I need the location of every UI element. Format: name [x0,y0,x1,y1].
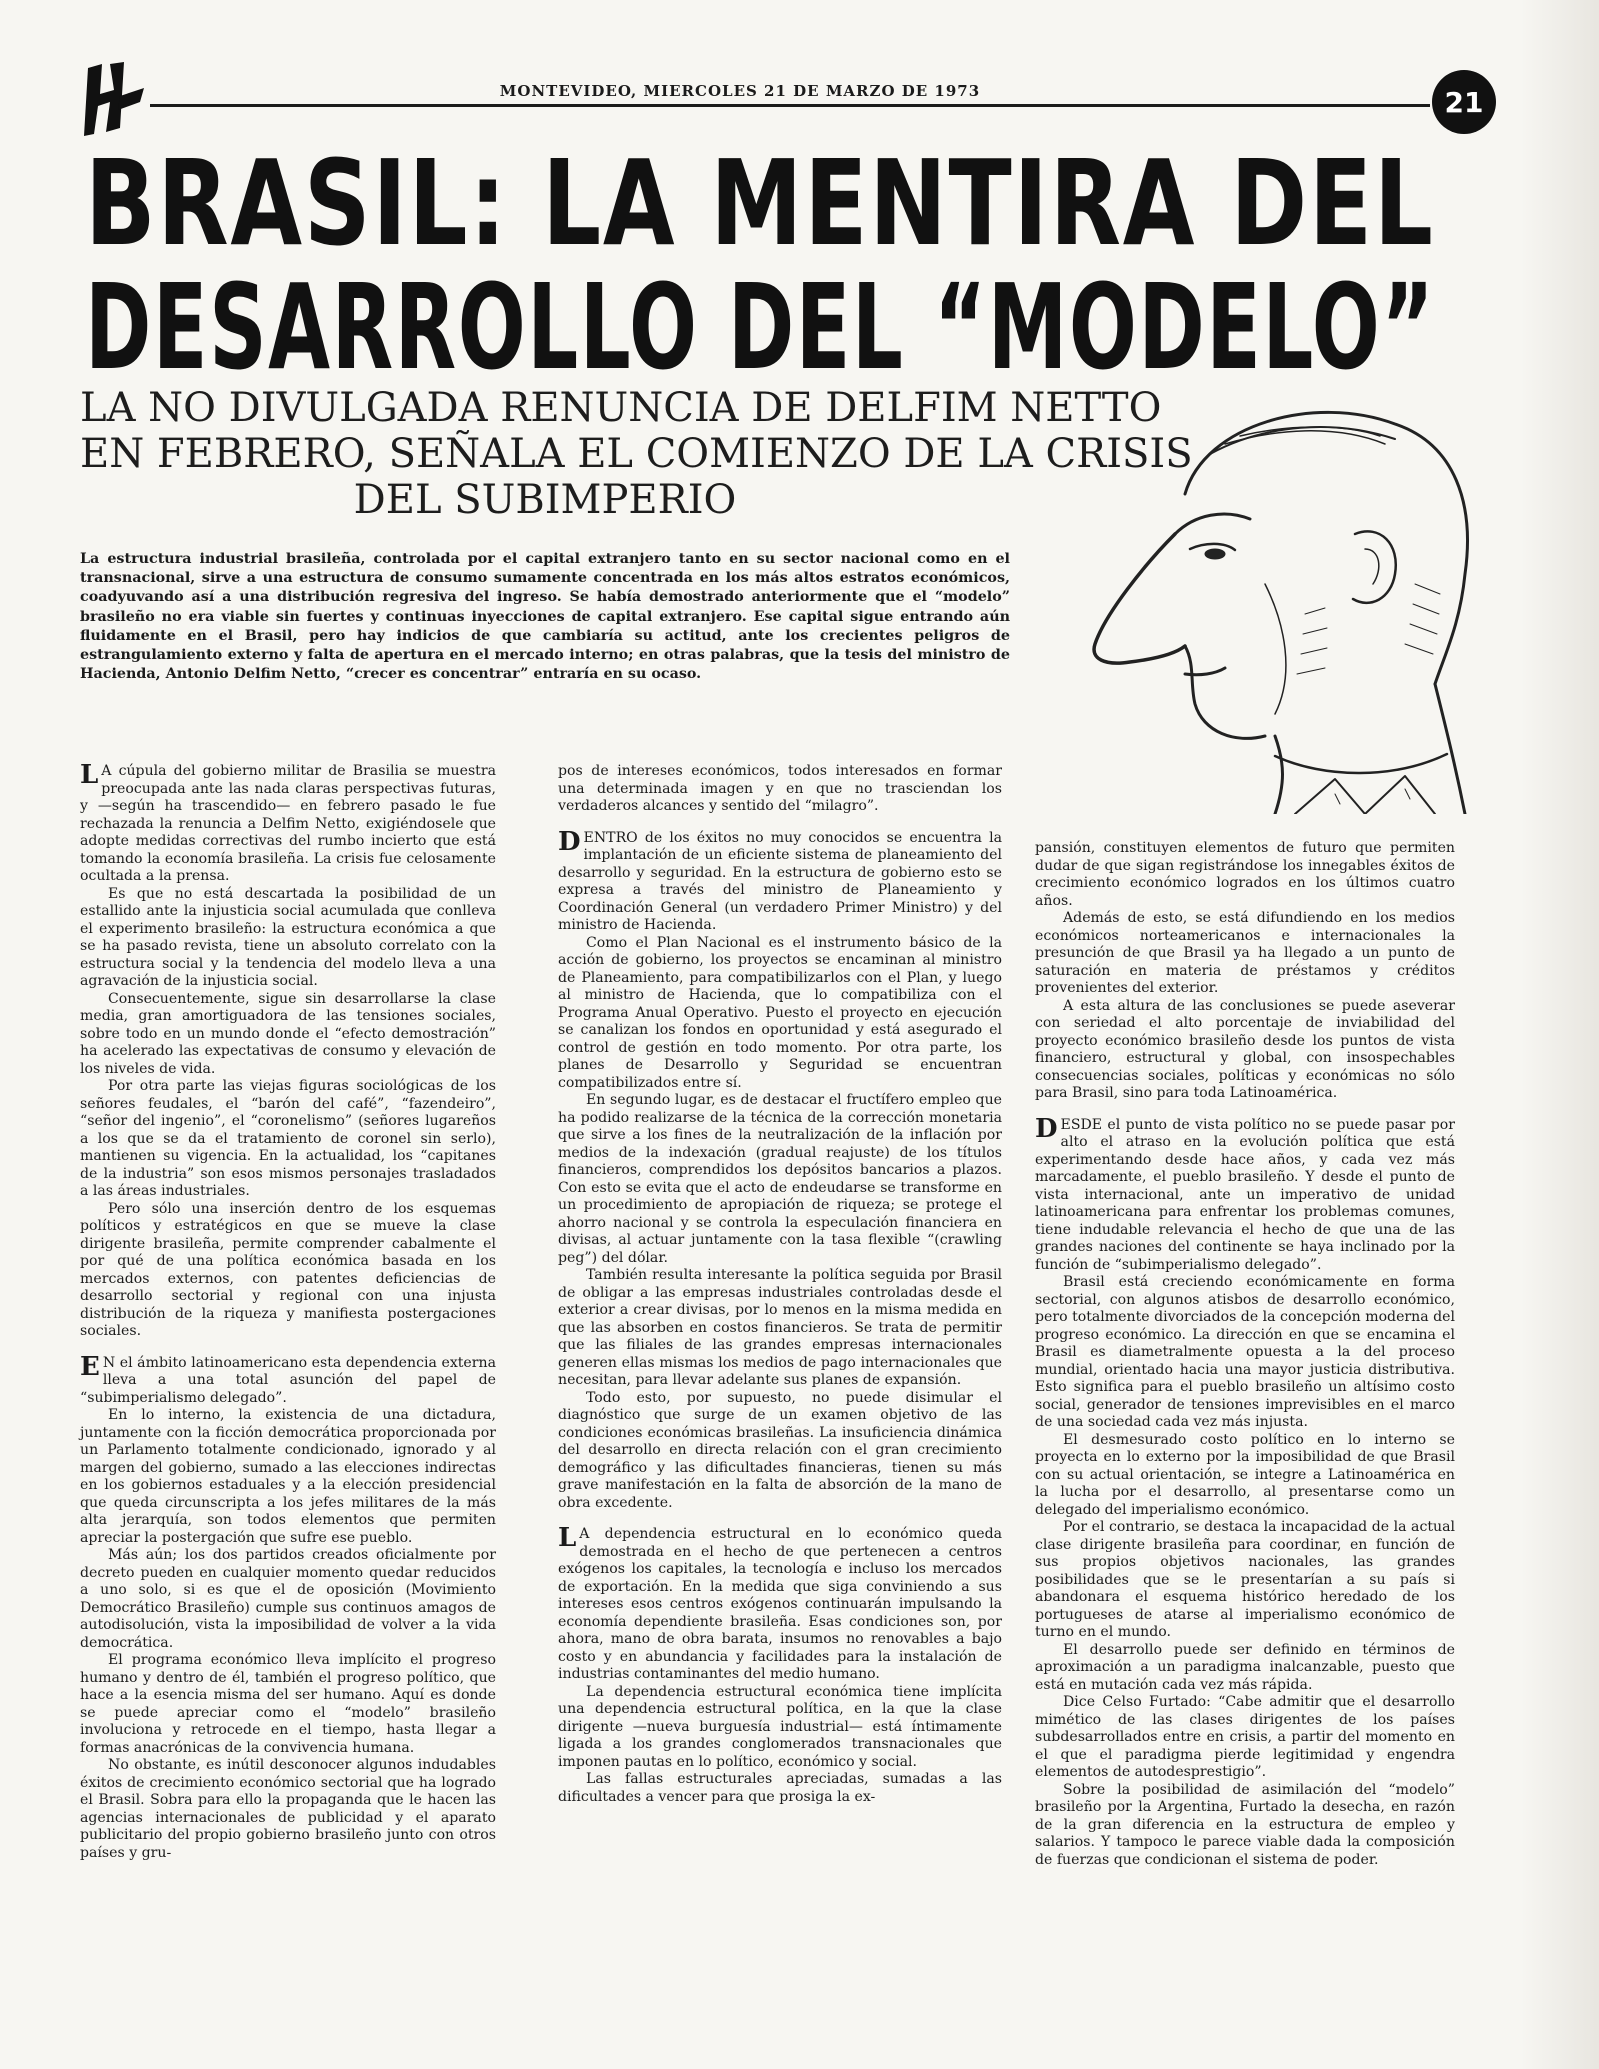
paragraph: ENTRO de los éxitos no muy conocidos se encuentra la implantación de un eficiente sistema de planeamiento del desarrollo y seguridad. En la estructura de gobierno esto se expresa a través del ministro de Planeamiento y Coordinación General (un verdadero Primer Ministro) y del ministro de Hacienda. [558,829,1002,933]
headline-line-1: BRASIL: LA MENTIRA DEL [85,134,1435,272]
paragraph: En lo interno, la existencia de una dictadura, juntamente con la ficción democrática proporcionada por un Parlamento totalmente condicionado, ignorado y al margen del gobierno, sumado a las elecciones indirectas en los gobiernos estaduales y a la elección presidencial que queda circunscripta a los jefes militares de la más alta jerarquía, son todos elementos que permiten apreciar la postergación que sufre ese pueblo. [80,1407,496,1546]
paragraph: Además de esto, se está difundiendo en los medios económicos norteamericanos e internacionales la presunción de que Brasil ya ha llegado a un punto de saturación en materia de préstamos y créditos provenientes del exterior. [1035,910,1455,996]
paragraph: Pero sólo una inserción dentro de los esquemas políticos y estratégicos en que se mueve la clase dirigente brasileña, permite comprender cabalmente el por qué de una política económica basada en los mercados externos, con patentes deficiencias de desarrollo sectorial y regional con una injusta distribución de la riqueza y manifiesta postergaciones sociales. [80,1200,496,1339]
subheadline-line-2: EN FEBRERO, SEÑALA EL COMIENZO DE LA CRISIS [80,431,1193,477]
paragraph: También resulta interesante la política seguida por Brasil de obligar a las empresas industriales controladas desde el exterior a crear divisas, por lo menos en la misma medida en que las absorben en costos financieros. Se trata de permitir que las filiales de las grandes empresas internacionales generen ellas mismas los medios de pago internacionales que necesitan, para llevar adelante sus planes de expansión. [558,1267,1002,1388]
paragraph: ESDE el punto de vista político no se puede pasar por alto el atraso en la evolución política que está experimentando desde hace años, y cada vez más marcadamente, el pueblo brasileño. Y desde el punto de vista internacional, ante un imperativo de unidad latinoamericana para enfrentar los problemas comunes, tiene indudable relevancia el hecho de que una de las grandes naciones del continente se haya inclinado por la función de “subimperialismo delegado”. [1035,1116,1455,1273]
page-number: 21 [1432,70,1496,134]
drop-cap: L [80,760,99,790]
dateline: MONTEVIDEO, MIERCOLES 21 DE MARZO DE 1973 [499,82,981,100]
drop-cap: E [80,1351,100,1382]
paragraph: Por otra parte las viejas figuras sociológicas de los señores feudales, el “barón del café”, “fazendeiro”, “señor del ingenio”, el “coronelismo” (señores lugareños a los que se da el tratamiento de coronel sin serlo), mantienen su vigencia. En la actualidad, los “capitanes de la industria” son esos mismos personajes trasladados a las áreas industriales. [80,1078,496,1199]
drop-cap: D [558,826,581,857]
headline-line-2: DESARROLLO DEL “MODELO” [85,258,1436,396]
paragraph: pansión, constituyen elementos de futuro que permiten dudar de que sigan registrándose los innegables éxitos de crecimiento económico logrados en los últimos cuatro años. [1035,840,1455,909]
subheadline-line-1: LA NO DIVULGADA RENUNCIA DE DELFIM NETTO [80,385,1162,431]
paragraph: Como el Plan Nacional es el instrumento básico de la acción de gobierno, los proyectos se encaminan al ministro de Planeamiento, para compatibilizarlos con el Plan, y luego al ministro de Hacienda, que lo compatibiliza con el Programa Anual Operativo. Puesto el proyecto en ejecución se canalizan los fondos en oportunidad y está asegurado el control de gestión en todo momento. Por otra parte, los planes de Desarrollo y Seguridad se encuentran compatibilizados entre sí. [558,934,1002,1091]
paragraph: En segundo lugar, es de destacar el fructífero empleo que ha podido realizarse de la técnica de la corrección monetaria que sirve a los fines de la neutralización de la inflación por medios de la indexación (gradual reajuste) de los títulos financieros, comprendidos los depósitos bancarios a plazos. Con esto se evita que el acto de endeudarse se transforme en un procedimiento de apropiación de riqueza; se protege el ahorro nacional y se controla la especulación financiera en divisas, al actuar juntamente con la tasa flexible “(crawling peg”) del dólar. [558,1092,1002,1266]
page-edge-shadow [1520,0,1599,2069]
paragraph: Consecuentemente, sigue sin desarrollarse la clase media, gran amortiguadora de las tensiones sociales, sobre todo en un mundo donde el “efecto demostración” ha acelerado las expectativas de consumo y elevación de los niveles de vida. [80,990,496,1077]
paragraph: A cúpula del gobierno militar de Brasilia se muestra preocupada ante las nada claras perspectivas futuras, y —según ha trascendido— en febrero pasado le fue rechazada la renuncia a Delfim Netto, exigiéndosele que adopte medidas correctivas del rumbo incierto que está tomando la economía brasileña. La crisis fue celosamente ocultada a la prensa. [80,763,496,884]
subheadline-line-3: DEL SUBIMPERIO [353,477,737,523]
paragraph: A dependencia estructural en lo económico queda demostrada en el hecho de que pertenecen a centros exógenos los capitales, la tecnología e incluso los mercados de exportación. En la medida que siga conviniendo a sus intereses esos centros exógenos continuarán impulsando la economía dependiente brasileña. Esas condiciones son, por ahora, mano de obra barata, insumos no renovables a bajo costo y en abundancia y facilidades para la instalación de industrias contaminantes del medio humano. [558,1526,1002,1682]
paragraph: Más aún; los dos partidos creados oficialmente por decreto pueden en cualquier momento quedar reducidos a uno solo, si es que el de oposición (Movimiento Democrático Brasileño) cumple sus continuos amagos de autodisolución, vista la imposibilidad de volver a la vida democrática. [80,1547,496,1651]
paragraph: El programa económico lleva implícito el progreso humano y dentro de él, también el progreso político, que hace a la esencia misma del ser humano. Aquí es donde se puede apreciar como el “modelo” brasileño involuciona y retrocede en el tiempo, hasta llegar a formas anacrónicas de la convivencia humana. [80,1652,496,1756]
paragraph: Sobre la posibilidad de asimilación del “modelo” brasileño por la Argentina, Furtado la desecha, en razón de la gran diferencia en la estructura de empleo y salarios. Y tampoco le parece viable dada la composición de fuerzas que condicionan el sistema de poder. [1035,1781,1455,1868]
article-column-1 [80,760,496,1862]
paragraph: Dice Celso Furtado: “Cabe admitir que el desarrollo mimético de las clases dirigentes de los países subdesarrollados entre en crisis, a partir del momento en el que el paradigma pierde legitimidad y engendra elementos de autodesprestigio”. [1035,1694,1455,1780]
paragraph: El desmesurado costo político en lo interno se proyecta en lo externo por la imposibilidad de que Brasil con su actual orientación, se integre a Latinoamérica en la lucha por el desarrollo, al presentarse como un delegado del imperialismo económico. [1035,1431,1455,1518]
article-column-3 [1035,840,1455,1869]
lead-paragraph: La estructura industrial brasileña, controlada por el capital extranjero tanto en su sector nacional como en el transnacional, sirve a una estructura de consumo sumamente concentrada en los más altos estratos económicos, coadyuvando así a una distribución regresiva del ingreso. Se había demostrado anteriormente que el “modelo” brasileño no era viable sin fuertes y continuas inyecciones de capital extranjero. Ese capital sigue entrando aún fluidamente en el Brasil, pero hay indicios de que cambiaría su actitud, ante los crecientes peligros de estrangulamiento externo y falta de apertura en el mercado interno; en otras palabras, que la tesis del ministro de Hacienda, Antonio Delfim Netto, “crecer es concentrar” entraría en su ocaso. [80,551,1010,683]
paragraph: Por el contrario, se destaca la incapacidad de la actual clase dirigente brasileña para coordinar, en función de sus propios objetivos nacionales, las grandes posibilidades que se le presentarían a su país si abandonara el esquema histórico heredado de los portugueses de atarse al imperialismo económico de turno en el mundo. [1035,1519,1455,1640]
paragraph: Las fallas estructurales apreciadas, sumadas a las dificultades a vencer para que prosiga la ex- [558,1771,1002,1805]
masthead-rule [150,104,1430,107]
paragraph: El desarrollo puede ser definido en términos de aproximación a un paradigma inalcanzable, puesto que está en mutación cada vez más rápida. [1035,1641,1455,1693]
paragraph: Todo esto, por supuesto, no puede disimular el diagnóstico que surge de un examen objetivo de las condiciones económicas brasileñas. La insuficiencia dinámica del desarrollo en directa relación con el gran crecimiento demográfico y las dificultades financieras, tienen su más grave manifestación en la falta de absorción de la mano de obra excedente. [558,1389,1002,1511]
paragraph: No obstante, es inútil desconocer algunos indudables éxitos de crecimiento económico sectorial que ha logrado el Brasil. Sobra para ello la propaganda que le hacen las agencias internacionales de publicidad y el aparato publicitario del propio gobierno brasileño junto con otros países y gru- [80,1757,496,1861]
paragraph: A esta altura de las conclusiones se puede aseverar con seriedad el alto porcentaje de inviabilidad del proyecto económico brasileño desde los puntos de vista financiero, estructural y global, con insospechables consecuencias sociales, políticas y económicas no sólo para Brasil, sino para toda Latinoamérica. [1035,997,1455,1101]
drop-cap: D [1035,1113,1058,1144]
newspaper-logo-icon [80,58,150,138]
paragraph: Brasil está creciendo económicamente en forma sectorial, con algunos atisbos de desarrollo económico, pero totalmente divorciados de la concepción moderna del progreso económico. La dirección en que se encamina el Brasil es diametralmente opuesta a la del proceso mundial, orientado hacia una mayor justicia distributiva. Esto significa para el pueblo brasileño un altísimo costo social, generador de tensiones imprevisibles en el marco de una sociedad cada vez más injusta. [1035,1274,1455,1430]
article-column-2 [558,763,1002,1806]
delfim-netto-caricature-icon [1035,384,1495,814]
paragraph: N el ámbito latinoamericano esta dependencia externa lleva a una total asunción del papel de “subimperialismo delegado”. [80,1354,496,1406]
drop-cap: L [558,1523,577,1553]
paragraph: Es que no está descartada la posibilidad de un estallido ante la injusticia social acumulada que conlleva el experimento brasileño: la estructura económica a que se ha pasado revista, tiene un absoluto correlato con la estructura social y la tendencia del modelo lleva a una agravación de la injusticia social. [80,885,496,989]
paragraph: La dependencia estructural económica tiene implícita una dependencia estructural política, en la que la clase dirigente —nueva burguesía industrial— está íntimamente ligada a los grandes conglomerados transnacionales que imponen pautas en lo político, económico y social. [558,1683,1002,1770]
paragraph: pos de intereses económicos, todos interesados en formar una determinada imagen y en que no trasciendan los verdaderos alcances y sentido del “milagro”. [558,763,1002,814]
